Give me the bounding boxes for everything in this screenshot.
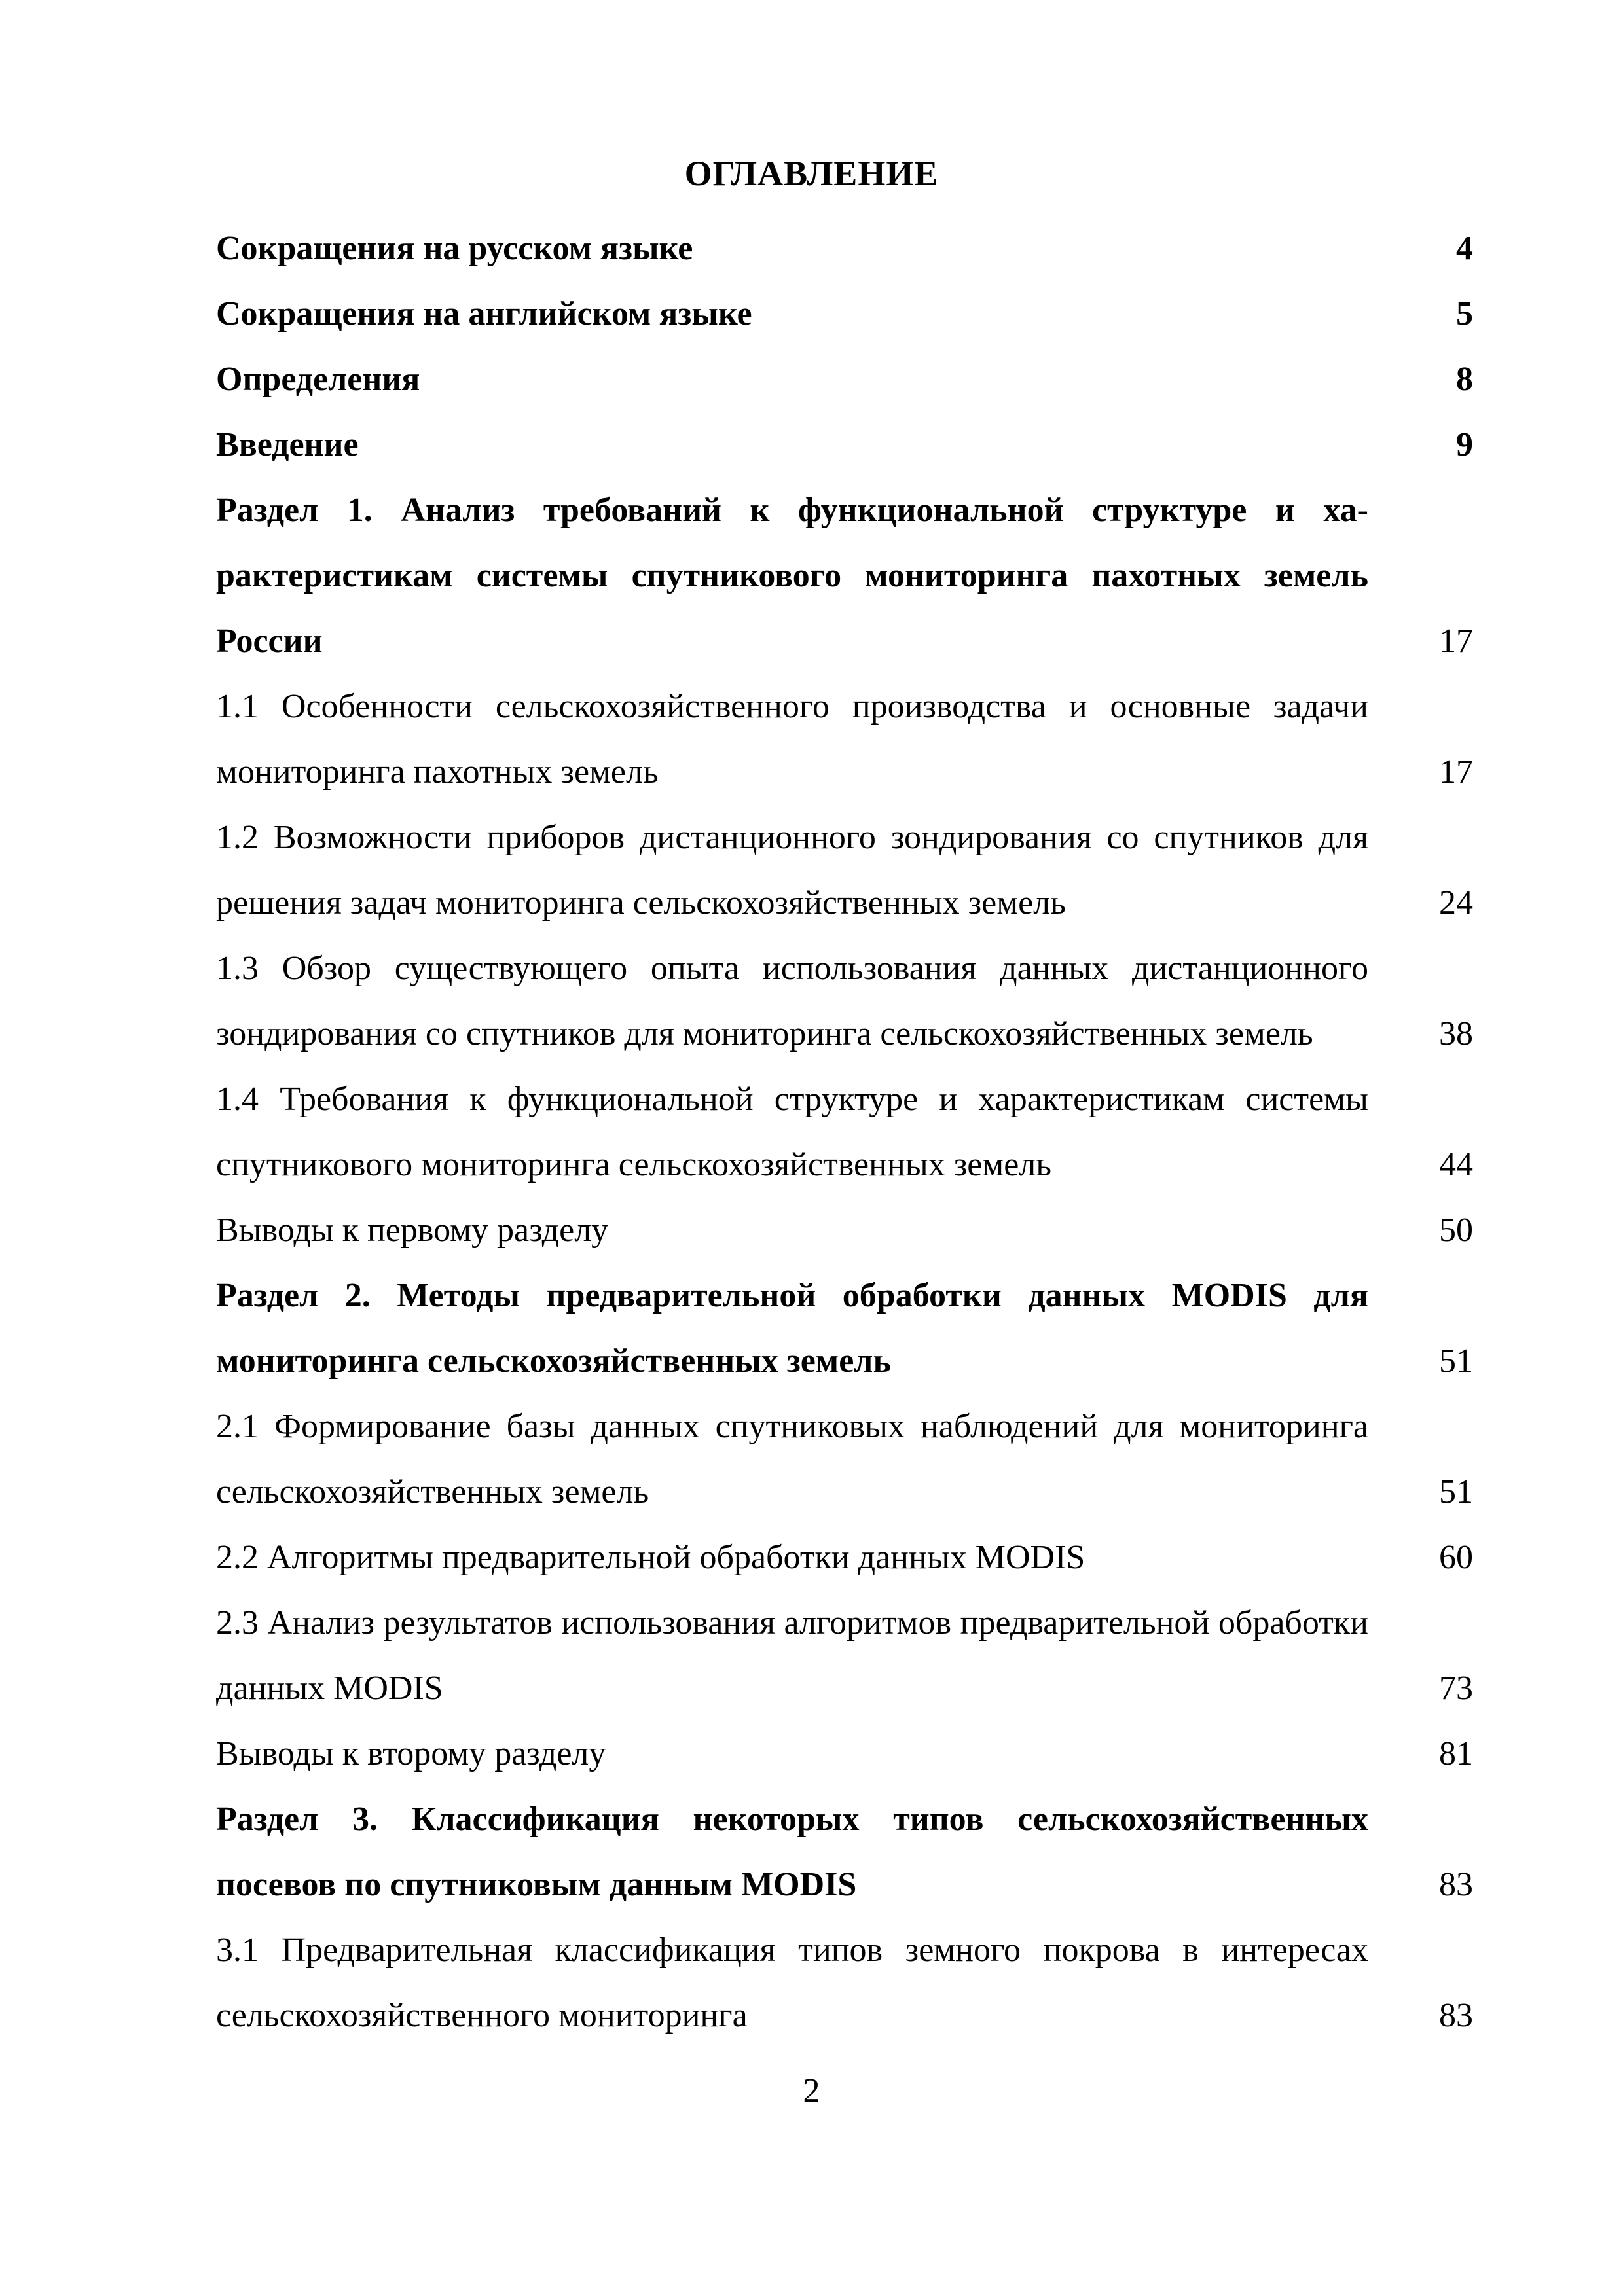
toc-entry-title: Раздел 2. Методы предварительной обработки данных MODIS для мониторинга сельскохозяйственных земель <box>216 1277 1368 1380</box>
toc-entry-title: Раздел 1. Анализ требований к функциональной структуре и характеристикам системы спутникового мониторинга пахотных земель России <box>216 492 1368 660</box>
toc-entry-title: 1.3 Обзор существующего опыта использования данных дистанционного зондирования со спутников для мониторинга сельскохозяйственных земель <box>216 950 1368 1052</box>
toc-entry[interactable] <box>216 674 1473 805</box>
toc-entry[interactable] <box>216 281 1473 347</box>
toc-title: ОГЛАВЛЕНИЕ <box>684 154 939 193</box>
toc-entry-page: 4 <box>1456 230 1473 267</box>
toc-entry-title: Сокращения на английском языке <box>216 295 752 332</box>
toc-entry-page: 44 <box>1439 1146 1473 1183</box>
toc-entry-page: 24 <box>1439 884 1473 922</box>
toc-entry-page: 83 <box>1439 1866 1473 1903</box>
toc-entry-page: 83 <box>1439 1997 1473 2034</box>
toc-entry[interactable] <box>216 412 1473 478</box>
toc-entry-title: Сокращения на русском языке <box>216 230 693 267</box>
toc-entry-title: 2.2 Алгоритмы предварительной обработки данных MODIS <box>216 1539 1085 1576</box>
toc-entry[interactable] <box>216 1721 1473 1787</box>
toc-entry-title: 3.1 Предварительная классификация типов земного покрова в интересах сельскохозяйственного мониторинга <box>216 1931 1368 2034</box>
toc-entry-page: 60 <box>1439 1539 1473 1576</box>
toc-entry-title: 1.1 Особенности сельскохозяйственного производства и основные задачи мониторинга пахотных земель <box>216 688 1368 791</box>
toc-entry-title: Раздел 3. Классификация некоторых типов сельскохозяйственных посевов по спутниковым данным MODIS <box>216 1801 1368 1903</box>
toc-entry-title: Введение <box>216 426 359 463</box>
toc-entry[interactable] <box>216 1067 1473 1198</box>
toc-entry[interactable] <box>216 805 1473 936</box>
toc-entry[interactable] <box>216 1918 1473 2049</box>
toc-entry[interactable] <box>216 347 1473 412</box>
toc-entry-page: 38 <box>1439 1015 1473 1052</box>
table-of-contents <box>216 216 1473 2049</box>
toc-entry-page: 51 <box>1439 1473 1473 1511</box>
toc-entry-title: Выводы к второму разделу <box>216 1735 606 1772</box>
toc-entry-page: 17 <box>1439 622 1473 660</box>
toc-section-entry[interactable] <box>216 1263 1473 1394</box>
toc-entry-page: 5 <box>1456 295 1473 332</box>
toc-entry-page: 51 <box>1439 1342 1473 1380</box>
toc-entry[interactable] <box>216 1198 1473 1263</box>
toc-entry-title: Выводы к первому разделу <box>216 1211 609 1249</box>
toc-section-entry[interactable] <box>216 478 1473 674</box>
toc-entry[interactable] <box>216 936 1473 1067</box>
toc-entry-title: 2.1 Формирование базы данных спутниковых наблюдений для мониторинга сельскохозяйственных земель <box>216 1408 1368 1511</box>
toc-entry-page: 9 <box>1456 426 1473 463</box>
toc-entry-title: 1.4 Требования к функциональной структуре и характеристикам системы спутникового мониторинга сельскохозяйственных земель <box>216 1081 1368 1183</box>
toc-entry[interactable] <box>216 216 1473 281</box>
toc-entry-page: 8 <box>1456 361 1473 398</box>
toc-entry-title: 2.3 Анализ результатов использования алгоритмов предварительной обработки данных MODIS <box>216 1604 1368 1707</box>
toc-entry-page: 81 <box>1439 1735 1473 1772</box>
toc-section-entry[interactable] <box>216 1787 1473 1918</box>
toc-entry[interactable] <box>216 1394 1473 1525</box>
page-number: 2 <box>803 2072 820 2109</box>
toc-entry-page: 50 <box>1439 1211 1473 1249</box>
toc-entry-page: 73 <box>1439 1670 1473 1707</box>
toc-entry[interactable] <box>216 1525 1473 1590</box>
toc-entry-title: Определения <box>216 361 420 398</box>
toc-entry-title: 1.2 Возможности приборов дистанционного зондирования со спутников для решения задач мониторинга сельскохозяйственных земель <box>216 819 1368 922</box>
toc-entry-page: 17 <box>1439 753 1473 791</box>
toc-entry[interactable] <box>216 1590 1473 1721</box>
